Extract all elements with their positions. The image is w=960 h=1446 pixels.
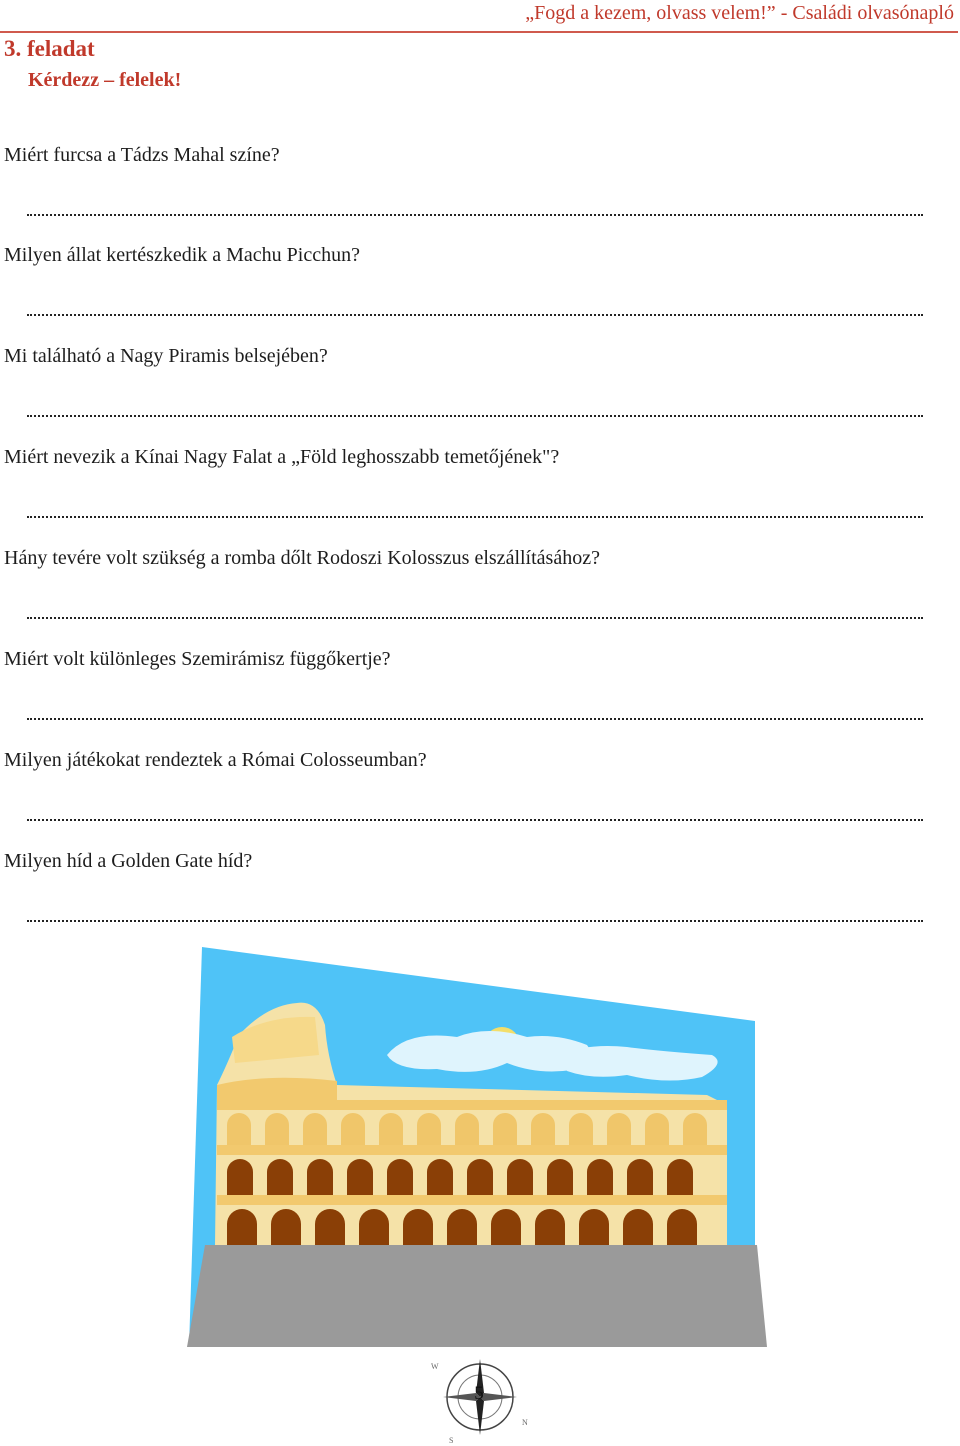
answer-line-8[interactable] <box>27 920 923 922</box>
question-4: Miért nevezik a Kínai Nagy Falat a „Föld leghosszabb temetőjének"? <box>4 446 560 468</box>
running-header: „Fogd a kezem, olvass velem!” - Családi olvasónapló <box>525 2 954 24</box>
answer-line-7[interactable] <box>27 819 923 821</box>
answer-line-3[interactable] <box>27 415 923 417</box>
svg-text:W: W <box>431 1362 439 1371</box>
ground-panel <box>187 1245 767 1347</box>
arch <box>531 1113 555 1145</box>
arch <box>265 1113 289 1145</box>
arch <box>627 1159 653 1195</box>
arch <box>491 1209 521 1245</box>
answer-line-5[interactable] <box>27 617 923 619</box>
question-7: Milyen játékokat rendeztek a Római Colosseumban? <box>4 749 427 771</box>
arch <box>667 1209 697 1245</box>
arch <box>379 1113 403 1145</box>
cornice-1 <box>217 1100 727 1110</box>
arch <box>227 1209 257 1245</box>
arch <box>403 1209 433 1245</box>
arch <box>507 1159 533 1195</box>
arch <box>227 1113 251 1145</box>
arch <box>667 1159 693 1195</box>
arch <box>455 1113 479 1145</box>
arch <box>359 1209 389 1245</box>
arch <box>683 1113 707 1145</box>
svg-text:N: N <box>522 1418 528 1427</box>
header-rule <box>0 31 958 33</box>
arch <box>417 1113 441 1145</box>
colosseum-illustration <box>187 945 767 1350</box>
arch <box>271 1209 301 1245</box>
arch <box>569 1113 593 1145</box>
arch <box>307 1159 333 1195</box>
arch <box>387 1159 413 1195</box>
answer-line-1[interactable] <box>27 214 923 216</box>
answer-line-6[interactable] <box>27 718 923 720</box>
arch <box>623 1209 653 1245</box>
page-number: 5 <box>474 1383 484 1404</box>
arch <box>579 1209 609 1245</box>
arch <box>315 1209 345 1245</box>
arch <box>303 1113 327 1145</box>
arch <box>227 1159 253 1195</box>
arch <box>493 1113 517 1145</box>
cornice-3 <box>217 1195 727 1205</box>
question-1: Miért furcsa a Tádzs Mahal színe? <box>4 144 280 166</box>
arch <box>267 1159 293 1195</box>
arch <box>547 1159 573 1195</box>
arch <box>587 1159 613 1195</box>
answer-line-4[interactable] <box>27 516 923 518</box>
arch <box>467 1159 493 1195</box>
arch <box>535 1209 565 1245</box>
arch <box>341 1113 365 1145</box>
arch <box>447 1209 477 1245</box>
question-2: Milyen állat kertészkedik a Machu Picchun? <box>4 244 360 266</box>
question-8: Milyen híd a Golden Gate híd? <box>4 850 253 872</box>
question-3: Mi található a Nagy Piramis belsejében? <box>4 345 328 367</box>
arch <box>645 1113 669 1145</box>
task-subtitle: Kérdezz – felelek! <box>28 69 182 91</box>
arch <box>347 1159 373 1195</box>
cornice-2 <box>217 1145 727 1155</box>
arch <box>607 1113 631 1145</box>
arch <box>427 1159 453 1195</box>
question-5: Hány tevére volt szükség a romba dőlt Rodoszi Kolosszus elszállításához? <box>4 547 600 569</box>
task-title: 3. feladat <box>4 36 95 61</box>
question-6: Miért volt különleges Szemirámisz függőkertje? <box>4 648 391 670</box>
answer-line-2[interactable] <box>27 314 923 316</box>
svg-text:S: S <box>449 1436 454 1445</box>
